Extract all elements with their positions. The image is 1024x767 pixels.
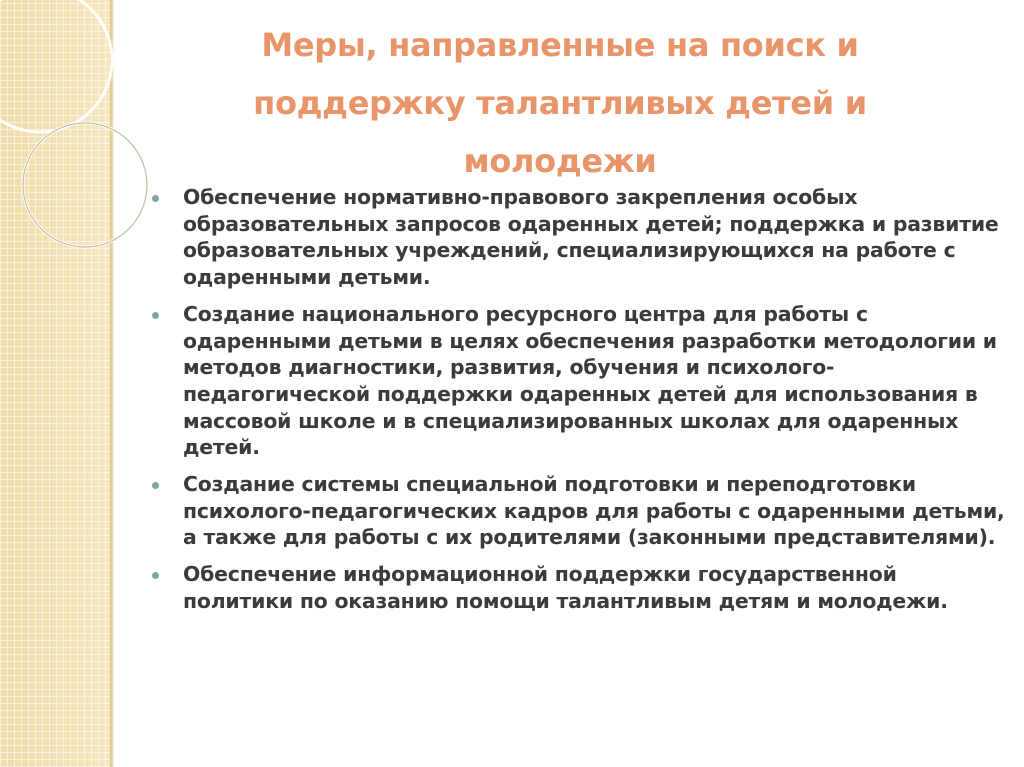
bullet-item	[150, 561, 1010, 614]
slide-title: Меры, направленные на поиск и поддержку талантливых детей и молодежи	[253, 26, 867, 180]
bullet-dot-icon	[152, 312, 159, 319]
bullet-item	[150, 471, 1010, 551]
bullet-item	[150, 301, 1010, 461]
bullet-item	[150, 184, 1010, 291]
bullet-list	[150, 184, 1010, 625]
bullet-text: Обеспечение информационной поддержки государственной политики по оказанию помощи талантливым детям и молодежи.	[183, 562, 948, 613]
bullet-dot-icon	[152, 482, 159, 489]
bullet-text: Создание системы специальной подготовки и переподготовки психолого-педагогических кадров для работы с одаренными детьми, а также для работы с их родителями (законными представителями).	[183, 472, 1005, 550]
decorative-left-band	[0, 0, 110, 767]
left-band-edge	[110, 0, 114, 767]
bullet-dot-icon	[152, 195, 159, 202]
bullet-dot-icon	[152, 572, 159, 579]
bullet-text: Создание национального ресурсного центра для работы с одаренными детьми в целях обеспечения разработки методологии и методов диагностики, развития, обучения и психолого-педагогической поддержки одаренных детей для использования в массовой школе и в специализированных школах для одаренных детей.	[183, 301, 997, 460]
bullet-text: Обеспечение нормативно-правового закрепления особых образовательных запросов одаренных детей; поддержка и развитие образовательных учреждений, специализирующихся на работе с одаренными детьми.	[183, 185, 999, 290]
